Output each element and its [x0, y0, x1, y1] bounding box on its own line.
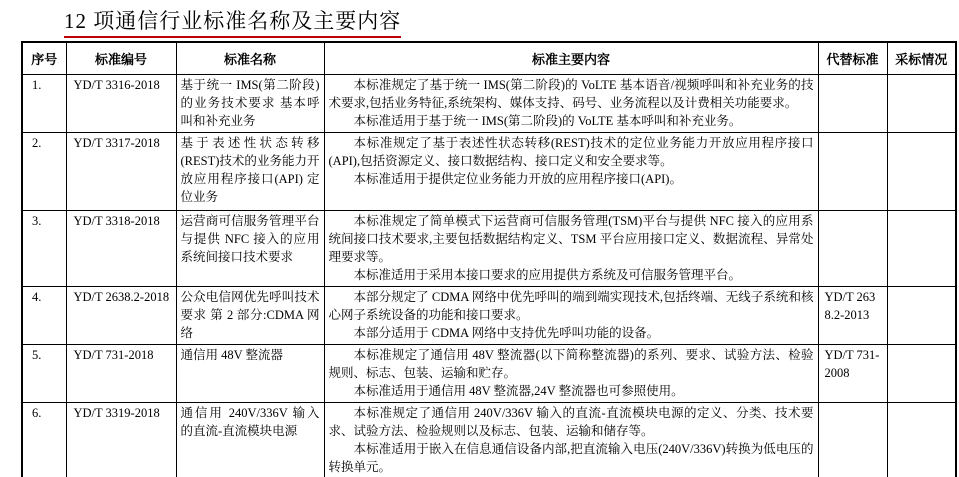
table-row [22, 211, 956, 287]
content-paragraph: 本部分规定了 CDMA 网络中优先呼叫的端到端实现技术,包括终端、无线子系统和核心网子系统设备的功能和接口要求。 [328, 290, 814, 322]
header-code: 标准编号 [66, 42, 176, 75]
cell-serial-number: 2. [22, 133, 66, 211]
cell-standard-code: YD/T 3316-2018 [66, 75, 176, 133]
cell-adoption-status [887, 403, 956, 477]
cell-serial-number: 1. [22, 75, 66, 133]
table-header [22, 42, 956, 75]
content-paragraph: 本标准规定了基于统一 IMS(第二阶段)的 VoLTE 基本语音/视频呼叫和补充业务的技术要求,包括业务特征,系统架构、媒体支持、码号、业务流程以及计费相关功能要求。 [328, 78, 814, 110]
header-name: 标准名称 [176, 42, 324, 75]
cell-standard-name: 运营商可信服务管理平台与提供 NFC 接入的应用系统间接口技术要求 [176, 211, 324, 287]
cell-replaced-standard: YD/T 731-2008 [818, 345, 887, 403]
cell-adoption-status [887, 345, 956, 403]
table-row [22, 133, 956, 211]
cell-main-content [324, 345, 818, 403]
content-paragraph: 本标准适用于采用本接口要求的应用提供方系统及可信服务管理平台。 [353, 268, 742, 282]
cell-standard-name: 通信用 48V 整流器 [176, 345, 324, 403]
cell-serial-number: 6. [22, 403, 66, 477]
cell-main-content [324, 403, 818, 477]
cell-standard-name: 基于统一 IMS(第二阶段)的业务技术要求 基本呼叫和补充业务 [176, 75, 324, 133]
cell-main-content [324, 211, 818, 287]
cell-adoption-status [887, 211, 956, 287]
cell-standard-code: YD/T 3318-2018 [66, 211, 176, 287]
cell-standard-name: 通信用 240V/336V 输入的直流-直流模块电源 [176, 403, 324, 477]
cell-main-content [324, 75, 818, 133]
cell-replaced-standard [818, 403, 887, 477]
cell-replaced-standard [818, 211, 887, 287]
cell-replaced-standard: YD/T 2638.2-2013 [818, 287, 887, 345]
cell-adoption-status [887, 133, 956, 211]
cell-replaced-standard [818, 133, 887, 211]
cell-main-content [324, 133, 818, 211]
page-title: 12 项通信行业标准名称及主要内容 [64, 8, 401, 38]
cell-standard-name: 公众电信网优先呼叫技术要求 第 2 部分:CDMA 网络 [176, 287, 324, 345]
cell-serial-number: 4. [22, 287, 66, 345]
standards-table-body [22, 75, 956, 477]
header-no: 序号 [22, 42, 66, 75]
content-paragraph: 本标准规定了基于表述性状态转移(REST)技术的定位业务能力开放应用程序接口(API),包括资源定义、接口数据结构、接口定义和安全要求等。 [328, 136, 814, 168]
header-adoption: 采标情况 [887, 42, 956, 75]
cell-standard-code: YD/T 731-2018 [66, 345, 176, 403]
cell-standard-code: YD/T 3317-2018 [66, 133, 176, 211]
content-paragraph: 本部分适用于 CDMA 网络中支持优先呼叫功能的设备。 [353, 326, 660, 340]
header-content: 标准主要内容 [324, 42, 818, 75]
cell-main-content [324, 287, 818, 345]
table-row [22, 345, 956, 403]
table-row [22, 403, 956, 477]
cell-standard-name: 基于表述性状态转移(REST)技术的业务能力开放应用程序接口(API) 定位业务 [176, 133, 324, 211]
cell-standard-code: YD/T 2638.2-2018 [66, 287, 176, 345]
table-row [22, 75, 956, 133]
content-paragraph: 本标准规定了简单模式下运营商可信服务管理(TSM)平台与提供 NFC 接入的应用系统间接口技术要求,主要包括数据结构定义、TSM 平台应用接口定义、数据流程、异常处理要求等。 [328, 214, 814, 264]
cell-adoption-status [887, 287, 956, 345]
content-paragraph: 本标准适用于嵌入在信息通信设备内部,把直流输入电压(240V/336V)转换为低电压的转换单元。 [328, 442, 814, 474]
table-header-row [22, 42, 956, 75]
table-row [22, 287, 956, 345]
cell-standard-code: YD/T 3319-2018 [66, 403, 176, 477]
cell-adoption-status [887, 75, 956, 133]
content-paragraph: 本标准规定了通信用 48V 整流器(以下简称整流器)的系列、要求、试验方法、检验规则、标志、包装、运输和贮存。 [328, 348, 814, 380]
cell-serial-number: 3. [22, 211, 66, 287]
content-paragraph: 本标准适用于基于统一 IMS(第二阶段)的 VoLTE 基本呼叫和补充业务。 [353, 114, 742, 128]
content-paragraph: 本标准适用于通信用 48V 整流器,24V 整流器也可参照使用。 [353, 384, 684, 398]
standards-table [21, 41, 957, 477]
content-paragraph: 本标准适用于提供定位业务能力开放的应用程序接口(API)。 [353, 172, 682, 186]
cell-replaced-standard [818, 75, 887, 133]
cell-serial-number: 5. [22, 345, 66, 403]
header-replaces: 代替标准 [818, 42, 887, 75]
content-paragraph: 本标准规定了通信用 240V/336V 输入的直流-直流模块电源的定义、分类、技术要求、试验方法、检验规则以及标志、包装、运输和储存等。 [328, 406, 814, 438]
